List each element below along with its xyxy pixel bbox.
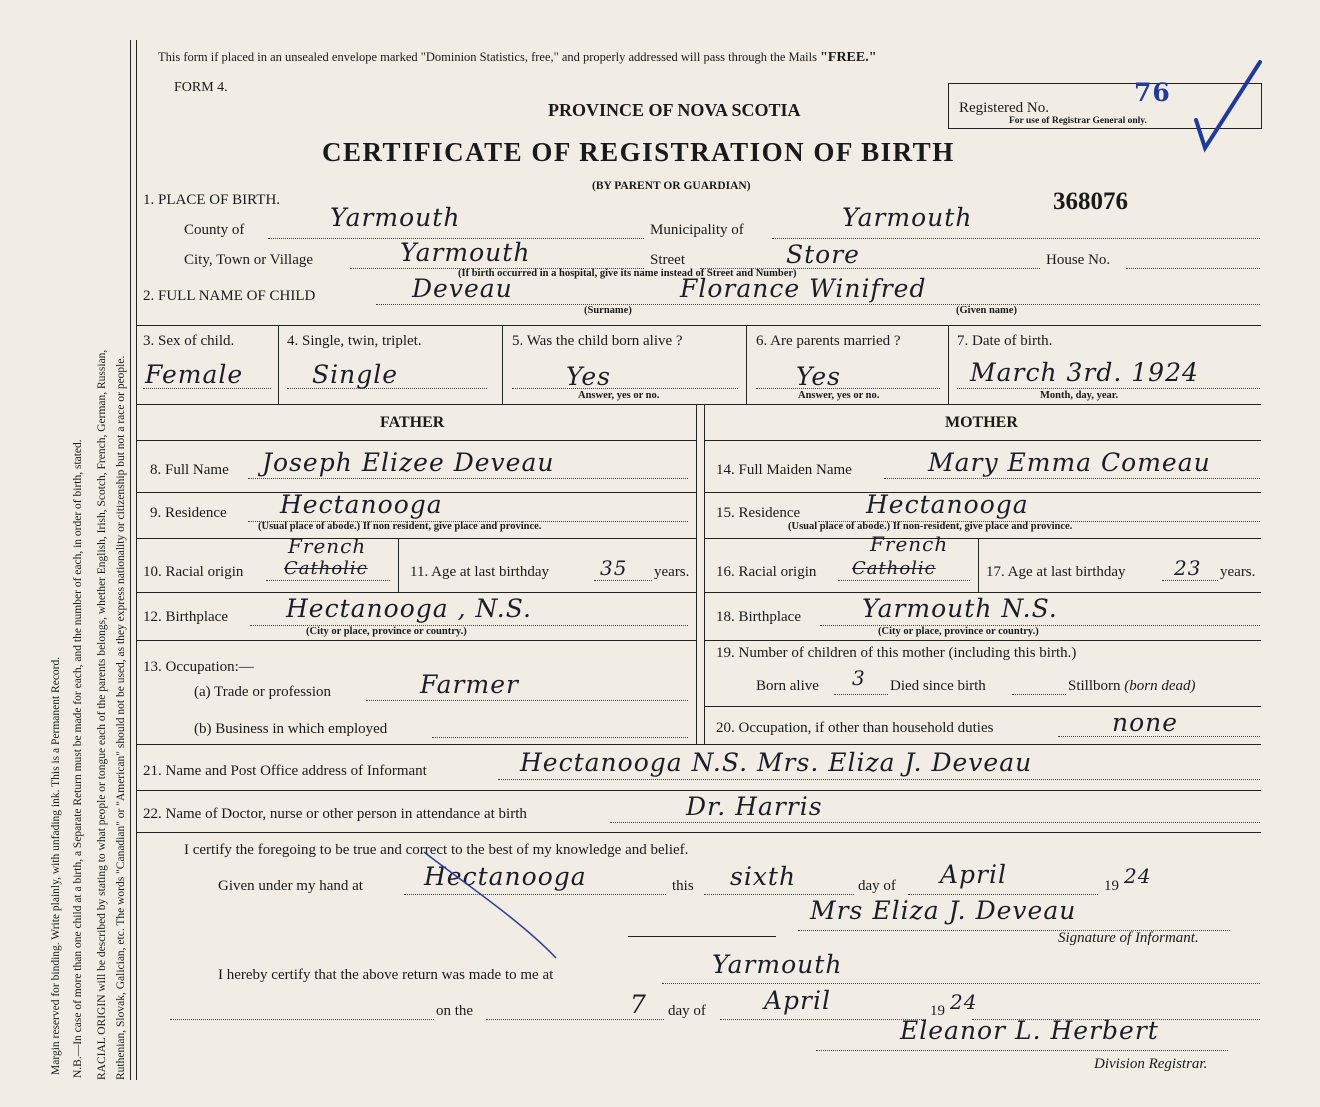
mother-residence-value: Hectanooga xyxy=(866,490,1029,519)
date-of-birth-label: 7. Date of birth. xyxy=(957,333,1053,349)
father-age-label: 11. Age at last birthday xyxy=(410,564,549,580)
given-year-value: 24 xyxy=(1124,864,1152,888)
father-age-value: 35 xyxy=(600,556,628,580)
mother-birthplace-label: 18. Birthplace xyxy=(716,609,801,625)
mail-note: This form if placed in an unsealed envelope marked "Dominion Statistics, free," and properly addressed will pass through the Mails "FREE." xyxy=(158,50,877,65)
given-year-prefix: 19 xyxy=(1104,878,1119,894)
father-trade-value: Farmer xyxy=(420,670,519,699)
parents-married-answer: Yes xyxy=(796,362,841,391)
county-value: Yarmouth xyxy=(330,203,461,232)
mother-age-unit: years. xyxy=(1220,564,1256,580)
margin-note-separate-return: N.B.—In case of more than one child at a birth, a Separate Return must be made for each, and the number of each, in order of birth, stated. xyxy=(72,439,84,1078)
mother-name-label: 14. Full Maiden Name xyxy=(716,462,852,478)
margin-note-racial-origin-cont: Ruthenian, Slovak, Galician, etc. The words "Canadian" or "American" should not be used, as they express nationality or citizenship but not a race or people. xyxy=(115,355,127,1080)
answer-note-6: Answer, yes or no. xyxy=(798,390,880,401)
mother-occupation-value: none xyxy=(1112,708,1179,737)
father-trade-label: (a) Trade or profession xyxy=(194,684,332,700)
hospital-note: (If birth occurred in a hospital, give its name instead of Street and Number) xyxy=(458,268,797,279)
place-of-birth-heading: 1. PLACE OF BIRTH. xyxy=(143,192,281,208)
father-business-label: (b) Business in which employed xyxy=(194,721,388,737)
street-value: Store xyxy=(786,240,860,269)
plurality-label: 4. Single, twin, triplet. xyxy=(287,333,422,349)
father-age-unit: years. xyxy=(654,564,690,580)
mother-name-value: Mary Emma Comeau xyxy=(928,448,1211,477)
father-birthplace-value: Hectanooga , N.S. xyxy=(286,594,532,623)
form-number: FORM 4. xyxy=(174,80,228,95)
date-of-birth-value: March 3rd. 1924 xyxy=(970,358,1199,387)
mother-racial-label: 16. Racial origin xyxy=(716,564,817,580)
date-of-birth-note: Month, day, year. xyxy=(1040,390,1119,401)
born-alive-question-label: 5. Was the child born alive ? xyxy=(512,333,683,349)
informant-label: 21. Name and Post Office address of Informant xyxy=(143,763,427,779)
registrar-place-value: Yarmouth xyxy=(712,950,843,979)
city-label: City, Town or Village xyxy=(184,252,314,268)
registrar-month-value: April xyxy=(764,986,831,1015)
house-number-label: House No. xyxy=(1046,252,1111,268)
born-alive-count: 3 xyxy=(852,666,866,690)
father-residence-note: (Usual place of abode.) If non resident, give place and province. xyxy=(258,521,542,532)
mother-residence-note: (Usual place of abode.) If non-resident, give place and province. xyxy=(788,521,1073,532)
father-residence-label: 9. Residence xyxy=(150,505,227,521)
given-place-value: Hectanooga xyxy=(424,862,587,891)
child-given-name: Florance Winifred xyxy=(680,274,927,303)
municipality-label: Municipality of xyxy=(650,222,744,238)
father-racial-label: 10. Racial origin xyxy=(143,564,244,580)
margin-note-racial-origin: RACIAL ORIGIN will be described by stating to what people or tongue each of the parents belongs, whether English, Irish, Scotch, French, German, Russian, xyxy=(96,349,108,1080)
father-birthplace-note: (City or place, province or country.) xyxy=(306,626,467,637)
on-the-label: on the xyxy=(436,1003,474,1019)
city-value: Yarmouth xyxy=(400,238,531,267)
doctor-label: 22. Name of Doctor, nurse or other person in attendance at birth xyxy=(143,806,527,822)
certificate-subtitle: (BY PARENT OR GUARDIAN) xyxy=(592,180,751,192)
mother-residence-label: 15. Residence xyxy=(716,505,801,521)
given-month-value: April xyxy=(940,860,1007,889)
registrar-year-prefix: 19 xyxy=(930,1003,945,1019)
doctor-value: Dr. Harris xyxy=(686,792,823,821)
certificate-title: CERTIFICATE OF REGISTRATION OF BIRTH xyxy=(322,137,955,167)
margin-note-binding: Margin reserved for binding. Write plainly, with unfading ink. This is a Permanent Record. xyxy=(50,656,62,1075)
sex-value: Female xyxy=(145,360,244,389)
father-occupation-label: 13. Occupation:— xyxy=(143,659,254,675)
father-residence-value: Hectanooga xyxy=(280,490,443,519)
died-since-birth-label: Died since birth xyxy=(890,678,986,694)
given-name-note: (Given name) xyxy=(956,305,1017,316)
mother-age-value: 23 xyxy=(1174,556,1202,580)
children-count-label: 19. Number of children of this mother (including this birth.) xyxy=(716,645,1077,661)
mother-birthplace-note: (City or place, province or country.) xyxy=(878,626,1039,637)
informant-signature: Mrs Eliza J. Deveau xyxy=(810,896,1077,925)
mother-racial-struck: Catholic xyxy=(852,558,936,579)
father-racial-value: French xyxy=(288,534,367,558)
informant-signature-label: Signature of Informant. xyxy=(1058,930,1199,946)
surname-note: (Surname) xyxy=(584,305,632,316)
registrar-use-note: For use of Registrar General only. xyxy=(1009,116,1147,126)
division-registrar-label: Division Registrar. xyxy=(1094,1056,1208,1072)
registrar-signature: Eleanor L. Herbert xyxy=(900,1016,1159,1045)
stillborn-label: Stillborn (born dead) xyxy=(1068,678,1196,694)
registrar-day-of-label: day of xyxy=(668,1003,706,1019)
province-heading: PROVINCE OF NOVA SCOTIA xyxy=(548,100,801,120)
mother-occupation-label: 20. Occupation, if other than household duties xyxy=(716,720,994,736)
stray-pen-line xyxy=(424,852,556,958)
father-name-value: Joseph Elizee Deveau xyxy=(262,448,555,477)
registrar-year-value: 24 xyxy=(950,990,978,1014)
street-label: Street xyxy=(650,252,685,268)
father-birthplace-label: 12. Birthplace xyxy=(143,609,228,625)
mother-racial-value: French xyxy=(870,532,949,556)
father-heading: FATHER xyxy=(380,414,445,431)
mother-birthplace-value: Yarmouth N.S. xyxy=(862,594,1058,623)
child-name-label: 2. FULL NAME OF CHILD xyxy=(143,288,316,304)
sex-label: 3. Sex of child. xyxy=(143,333,235,349)
informant-value: Hectanooga N.S. Mrs. Eliza J. Deveau xyxy=(520,748,1033,777)
county-label: County of xyxy=(184,222,245,238)
born-alive-label: Born alive xyxy=(756,678,819,694)
check-mark-icon xyxy=(1196,62,1260,148)
registered-number-label: Registered No. xyxy=(959,100,1049,116)
father-racial-struck: Catholic xyxy=(284,558,368,579)
day-of-label: day of xyxy=(858,878,896,894)
answer-note-5: Answer, yes or no. xyxy=(578,390,660,401)
serial-number: 368076 xyxy=(1053,188,1128,215)
registrar-statement: I hereby certify that the above return was made to me at xyxy=(218,967,554,983)
father-name-label: 8. Full Name xyxy=(150,462,229,478)
parents-married-label: 6. Are parents married ? xyxy=(756,333,901,349)
given-under-hand-label: Given under my hand at xyxy=(218,878,363,894)
municipality-value: Yarmouth xyxy=(842,203,973,232)
plurality-value: Single xyxy=(312,360,399,389)
given-day-value: sixth xyxy=(730,862,797,891)
this-label: this xyxy=(672,878,694,894)
certification-statement: I certify the foregoing to be true and correct to the best of my knowledge and belief. xyxy=(184,842,689,858)
mother-heading: MOTHER xyxy=(945,414,1018,431)
registrar-day-value: 7 xyxy=(630,990,647,1019)
registered-number-value: 76 xyxy=(1134,78,1171,107)
mother-age-label: 17. Age at last birthday xyxy=(986,564,1126,580)
born-alive-answer: Yes xyxy=(566,362,611,391)
child-surname: Deveau xyxy=(412,274,513,303)
